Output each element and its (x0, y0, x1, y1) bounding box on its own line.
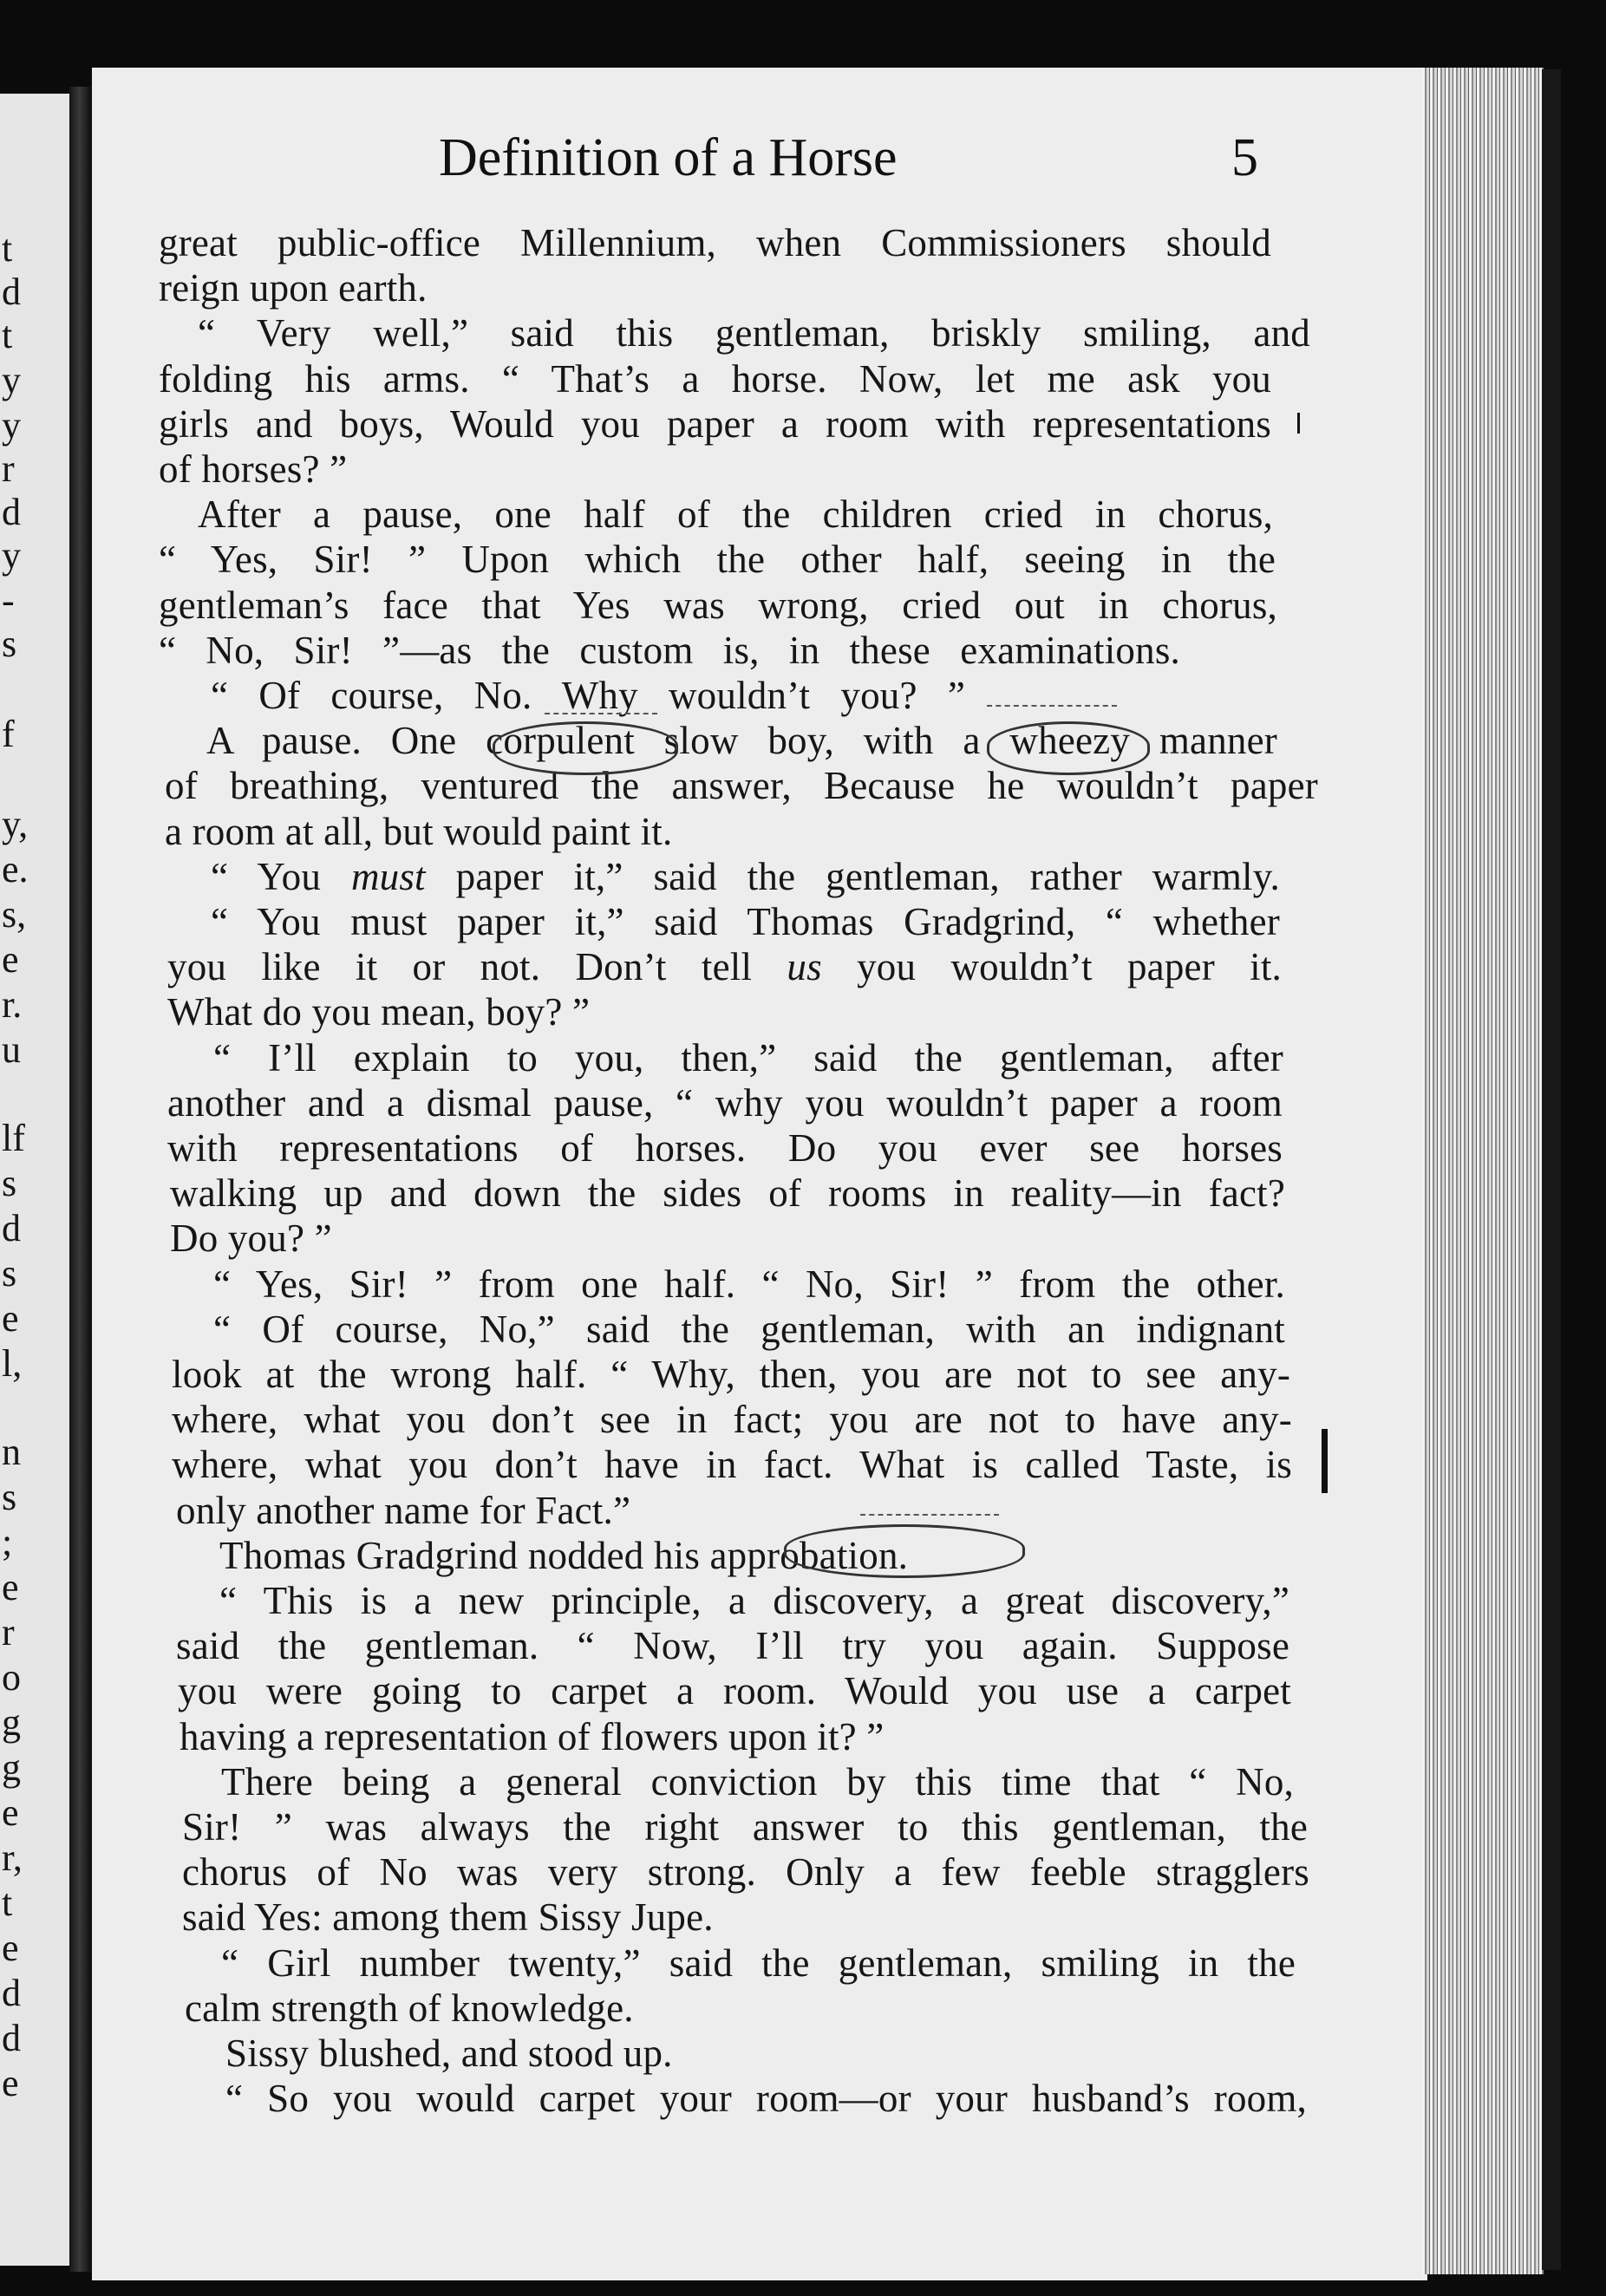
text-line: walking up and down the sides of rooms in reality—in fact? (170, 1171, 1285, 1216)
pencil-circle-corpulent (493, 721, 678, 775)
left-page-letter: u (2, 1028, 21, 1071)
emphasis: must (350, 854, 426, 898)
text-line: “ Yes, Sir! ” from one half. “ No, Sir! ” from the other. (213, 1262, 1285, 1306)
pencil-circle-approbation (784, 1524, 1025, 1578)
left-page-letter: t (2, 314, 13, 356)
text-line: girls and boys, Would you paper a room with representations (159, 401, 1271, 446)
text-line: where, what you don’t see in fact; you are not to have any- (172, 1398, 1292, 1442)
text-line: “ You must paper it,” said the gentleman, rather warmly. (211, 854, 1280, 898)
text-line: “ No, Sir! ”—as the custom is, in these examinations. (159, 628, 1180, 672)
text-line: “ Of course, No. Why wouldn’t you? ” (211, 674, 965, 717)
left-page-letter: o (2, 1656, 21, 1699)
pencil-underline (987, 705, 1117, 707)
left-page-letter: s (2, 1476, 17, 1518)
text-line: “ This is a new principle, a discovery, a great discovery,” (219, 1579, 1289, 1622)
text-line: reign upon earth. (159, 266, 428, 310)
left-page-letter: s (2, 623, 17, 665)
text-line: “ Very well,” said this gentleman, briskly smiling, and (198, 311, 1310, 355)
text-line: Sissy blushed, and stood up. (225, 2032, 673, 2075)
text-line: calm strength of knowledge. (185, 1986, 634, 2030)
text-line: another and a dismal pause, “ why you wouldn’t paper a room (167, 1080, 1283, 1125)
text-line: chorus of No was very strong. Only a few feeble stragglers (182, 1850, 1309, 1895)
text-line: Do you? ” (170, 1216, 332, 1261)
text-line: “ So you would carpet your room—or your husband’s room, (225, 2077, 1307, 2121)
emphasis: us (787, 945, 822, 989)
left-page-letter: g (2, 1701, 21, 1744)
left-page-letter: e (2, 938, 19, 981)
text-line: a room at all, but would paint it. (165, 809, 673, 853)
left-page-letter: r (2, 447, 15, 490)
left-page-letter: y (2, 404, 21, 447)
margin-mark (1322, 1429, 1328, 1493)
left-page-letter: e (2, 1297, 19, 1340)
text-line: gentleman’s face that Yes was wrong, cried out in chorus, (159, 583, 1277, 627)
text-line: said Yes: among them Sissy Jupe. (182, 1895, 714, 1940)
text-line: only another name for Fact.” (176, 1488, 631, 1532)
text-line: of horses? ” (159, 447, 348, 491)
left-page-letter: f (2, 713, 15, 755)
left-page-letter: t (2, 227, 13, 270)
text-line: What do you mean, boy? ” (167, 990, 591, 1034)
left-page-letter: r, (2, 1836, 23, 1879)
text-line: you like it or not. Don’t tell us you wouldn’t paper it. (167, 945, 1282, 989)
page-number: 5 (1231, 128, 1258, 187)
left-page-letter: ; (2, 1521, 13, 1563)
left-page-letter: g (2, 1746, 21, 1789)
text-line: having a representation of flowers upon it? ” (180, 1714, 885, 1758)
text-line: look at the wrong half. “ Why, then, you are not to see any- (172, 1353, 1290, 1396)
text-line: said the gentleman. “ Now, I’ll try you again. Suppose (176, 1624, 1289, 1668)
text-line: great public-office Millennium, when Commissioners should (159, 221, 1271, 264)
running-header: Definition of a Horse (439, 128, 898, 187)
book-cover-edge (1542, 69, 1561, 2270)
left-page-letter: lf (2, 1117, 25, 1159)
text-line: you were going to carpet a room. Would you use a carpet (178, 1669, 1291, 1713)
left-page-letter: d (2, 1972, 21, 2014)
text-line: with representations of horses. Do you ever see horses (167, 1126, 1283, 1170)
left-page-letter: s (2, 1162, 17, 1204)
text-line: A pause. One corpulent slow boy, with a wheezy manner (206, 719, 1277, 763)
left-page-letter: t (2, 1882, 13, 1924)
text-line: “ Yes, Sir! ” Upon which the other half, seeing in the (159, 538, 1276, 582)
left-page-letter: y (2, 359, 21, 401)
text-line: “ Girl number twenty,” said the gentleman, smiling in the (221, 1941, 1296, 1985)
left-page-letter: r (2, 1611, 15, 1654)
left-page-letter: l, (2, 1342, 23, 1385)
text-line: Sir! ” was always the right answer to this gentleman, the (182, 1805, 1308, 1849)
left-page-letter: d (2, 2017, 21, 2059)
left-page-letter: e (2, 1566, 19, 1608)
pencil-circle-wheezy (987, 721, 1150, 775)
left-page-letter: r. (2, 983, 23, 1026)
book-gutter (69, 87, 92, 2272)
text-line: of breathing, ventured the answer, Because he wouldn’t paper (165, 764, 1318, 808)
text-line: folding his arms. “ That’s a horse. Now, let me ask you (159, 356, 1271, 401)
text-line: where, what you don’t have in fact. What is called Taste, is (172, 1443, 1292, 1487)
text-line: “ Of course, No,” said the gentleman, with an indignant (213, 1307, 1285, 1351)
left-page-letter: d (2, 491, 21, 533)
left-page-letter: d (2, 271, 21, 313)
left-page-letter: e (2, 1791, 19, 1834)
text-line: Thomas Gradgrind nodded his approbation. (219, 1533, 909, 1577)
left-page-letter: n (2, 1431, 21, 1473)
left-page-letter: - (2, 579, 15, 622)
left-page-letter: s (2, 1252, 17, 1295)
left-page-letter: y (2, 534, 21, 577)
page-stack-edges (1422, 68, 1544, 2274)
left-page-letter: s, (2, 893, 27, 936)
left-page-letter: y, (2, 803, 29, 845)
margin-mark (1297, 413, 1300, 434)
left-page-letter: e (2, 1927, 19, 1969)
left-page-letter: e (2, 2062, 19, 2104)
pencil-underline (860, 1514, 999, 1516)
text-line: “ You must paper it,” said Thomas Gradgrind, “ whether (211, 900, 1280, 943)
pencil-underline (545, 713, 657, 714)
text-line: There being a general conviction by this time that “ No, (221, 1759, 1294, 1804)
left-page-letter: d (2, 1207, 21, 1249)
text-line: “ I’ll explain to you, then,” said the gentleman, after (213, 1035, 1283, 1080)
left-page-letter: e. (2, 848, 29, 890)
text-line: After a pause, one half of the children cried in chorus, (198, 492, 1273, 537)
